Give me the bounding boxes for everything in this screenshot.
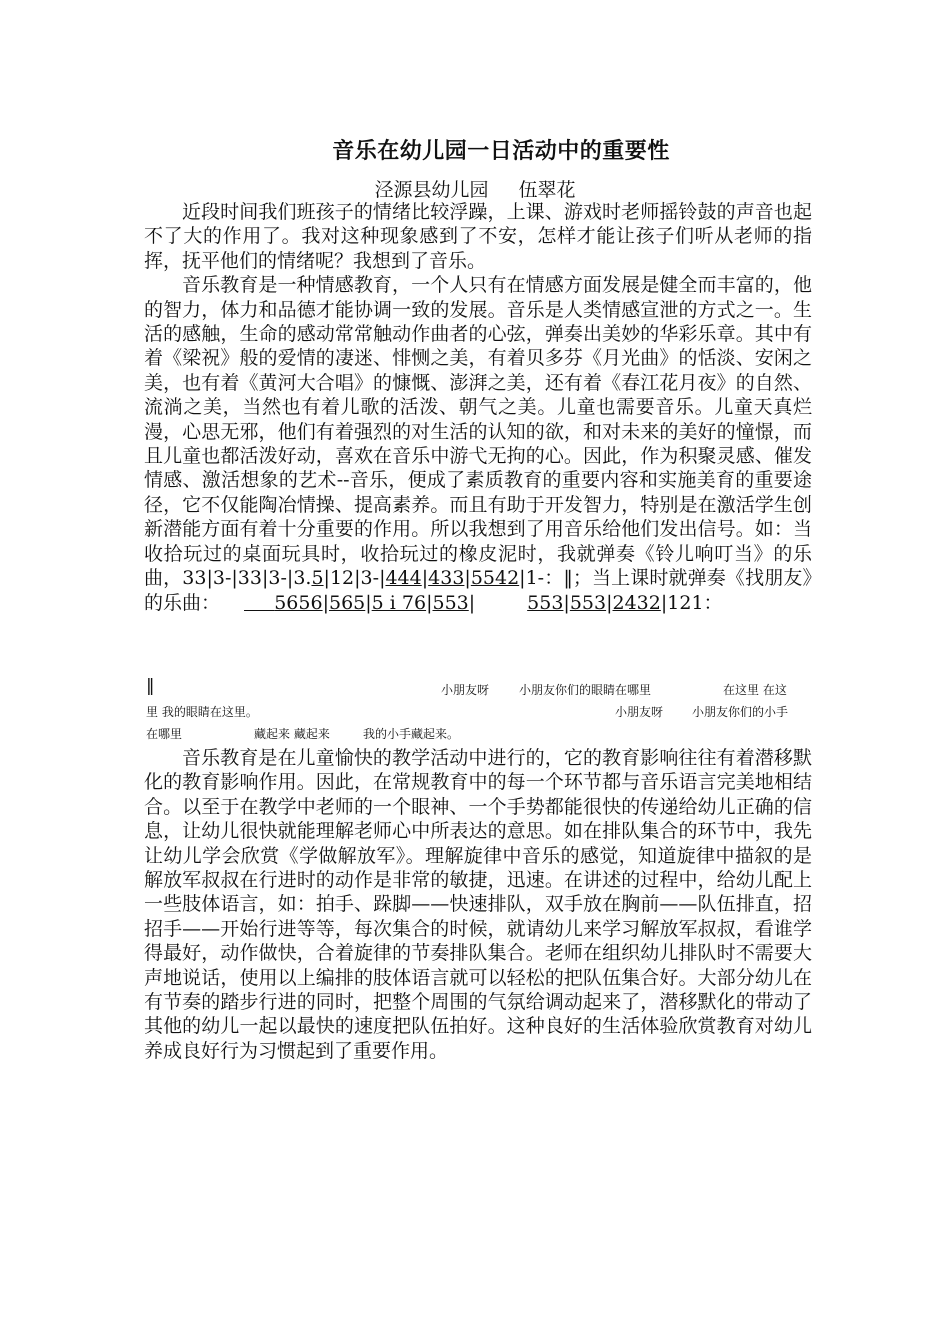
note-group: 2432 bbox=[612, 591, 661, 614]
transition-text: ；当上课时就弹奏《找朋友》的乐曲： bbox=[144, 567, 812, 614]
lyrics-3b: 藏起来 藏起来 bbox=[254, 727, 330, 741]
lyrics-3c: 我的小手藏起来。 bbox=[363, 727, 460, 741]
author-org: 泾源县幼儿园 bbox=[374, 179, 489, 201]
note-group: 12 bbox=[329, 567, 355, 590]
note-group: 33 bbox=[182, 567, 207, 590]
repeat-sign-end: ‖ bbox=[146, 676, 155, 696]
note-group: 3- bbox=[268, 567, 287, 590]
note-group: 433 bbox=[428, 567, 465, 590]
body-text-section-1 bbox=[144, 200, 812, 615]
note-group: 3- bbox=[212, 567, 232, 590]
note-group: 5 bbox=[311, 567, 324, 590]
note-group: 33 bbox=[237, 567, 262, 590]
lyrics-1b: 小朋友你们的眼睛在哪里 bbox=[519, 683, 652, 697]
author-line bbox=[0, 175, 950, 202]
note-group: 553 bbox=[527, 591, 564, 614]
note-group: 121： bbox=[667, 591, 723, 614]
note-group: 5656 bbox=[274, 591, 323, 614]
paragraph-2: 音乐教育是一种情感教育，一个人只有在情感方面发展是健全而丰富的，他的智力，体力和品德才能协调一致的发展。音乐是人类情感宣泄的方式之一。生活的感触，生命的感动常常触动作曲者的心弦，弹奏出美妙的华彩乐章。其中有着《梁祝》般的爱情的凄迷、悱恻之美，有着贝多芬《月光曲》的恬淡、安闲之美，也有着《黄河大合唱》的慷慨、澎湃之美，还有着《春江花月夜》的自然、流淌之美，当然也有着儿歌的活泼、朝气之美。儿童也需要音乐。儿童天真烂漫，心思无邪，他们有着强烈的对生活的认知的欲，和对未来的美好的憧憬，而且儿童也都活泼好动，喜欢在音乐中游弋无拘的心。因此，作为积聚灵感、催发情感、激活想象的艺术--音乐，便成了素质教育的重要内容和实施美育的重要途径，它不仅能陶冶情操、提高素养。而且有助于开发智力，特别是在激活学生创新潜能方面有着十分重要的作用。所以我想到了用音乐给他们发出信号。如：当收拾玩过的桌面玩具时，收拾玩过的橡皮泥时，我就弹奏《铃儿响叮当》的乐曲，33|3-|33|3-|3.5|12|3-|444|433|5542|1-：‖；当上课时就弹奏《找朋友》的乐曲： 5656|565|5 i 76|553| 553|553|2432|121： bbox=[144, 274, 812, 614]
lyrics-2b: 小朋友呀 bbox=[615, 705, 664, 719]
note-group: 565 bbox=[328, 591, 366, 614]
note-group: 3- bbox=[360, 567, 380, 590]
note-group: 5 i 76 bbox=[371, 591, 427, 614]
repeat-sign: ‖ bbox=[563, 567, 573, 590]
lyrics-1a: 小朋友呀 bbox=[441, 683, 490, 697]
song-2-notation-start bbox=[244, 592, 323, 614]
paragraph-2-text: 音乐教育是一种情感教育，一个人只有在情感方面发展是健全而丰富的，他的智力，体力和品德才能协调一致的发展。音乐是人类情感宣泄的方式之一。生活的感触，生命的感动常常触动作曲者的心弦，弹奏出美妙的华彩乐章。其中有着《梁祝》般的爱情的凄迷、悱恻之美，有着贝多芬《月光曲》的恬淡、安闲之美，也有着《黄河大合唱》的慷慨、澎湃之美，还有着《春江花月夜》的自然、流淌之美，当然也有着儿歌的活泼、朝气之美。儿童也需要音乐。儿童天真烂漫，心思无邪，他们有着强烈的对生活的认知的欲，和对未来的美好的憧憬，而且儿童也都活泼好动，喜欢在音乐中游弋无拘的心。因此，作为积聚灵感、催发情感、激活想象的艺术--音乐，便成了素质教育的重要内容和实施美育的重要途径，它不仅能陶冶情操、提高素养。而且有助于开发智力，特别是在激活学生创新潜能方面有着十分重要的作用。所以我想到了用音乐给他们发出信号。如：当收拾玩过的桌面玩具时，收拾玩过的橡皮泥时，我就弹奏《铃儿响叮当》的乐曲， bbox=[144, 274, 812, 590]
lyrics-3a: 在哪里 bbox=[146, 727, 183, 741]
lyrics-1c: 在这里 在这 bbox=[723, 683, 787, 697]
note-group: 5542 bbox=[470, 567, 520, 590]
document-title: 音乐在幼儿园一日活动中的重要性 bbox=[332, 139, 670, 164]
lyrics-2a: 里 我的眼睛在这里。 bbox=[146, 705, 258, 719]
note-group: 553 bbox=[569, 591, 607, 614]
author-name: 伍翠花 bbox=[518, 179, 576, 201]
paragraph-3: 音乐教育是在儿童愉快的教学活动中进行的，它的教育影响往往有着潜移默化的教育影响作用。因此，在常规教育中的每一个环节都与音乐语言完美地相结合。以至于在教学中老师的一个眼神、一个手势都能很快的传递给幼儿正确的信息，让幼儿很快就能理解老师心中所表达的意思。如在排队集合的环节中，我先让幼儿学会欣赏《学做解放军》。理解旋律中音乐的感觉，知道旋律中描叙的是解放军叔叔在行进时的动作是非常的敏捷，迅速。在讲述的过程中，给幼儿配上一些肢体语言，如：拍手、跺脚——快速排队，双手放在胸前——队伍排直，招招手——开始行进等等，每次集合的时候，就请幼儿来学习解放军叔叔，看谁学得最好，动作做快，合着旋律的节奏排队集合。老师在组织幼儿排队时不需要大声地说话，使用以上编排的肢体语言就可以轻松的把队伍集合好。大部分幼儿在有节奏的踏步行进的同时，把整个周围的气氛给调动起来了，潜移默化的带动了其他的幼儿一起以最快的速度把队伍拍好。这种良好的生活体验欣赏教育对幼儿养成良好行为习惯起到了重要作用。 bbox=[144, 747, 812, 1062]
note-group: 553 bbox=[432, 591, 469, 614]
paragraph-1: 近段时间我们班孩子的情绪比较浮躁，上课、游戏时老师摇铃鼓的声音也起不了大的作用了。我对这种现象感到了不安，怎样才能让孩子们听从老师的指挥，抚平他们的情绪呢？我想到了音乐。 bbox=[144, 201, 812, 272]
body-text-section-2 bbox=[144, 746, 812, 1063]
note-group: 444 bbox=[385, 567, 422, 590]
note-group: 1-： bbox=[525, 567, 564, 590]
note-group: 3. bbox=[293, 567, 312, 590]
lyrics-2c: 小朋友你们的小手 bbox=[692, 705, 789, 719]
song-1-notation: 33|3-|33|3-|3.5|12|3-|444|433|5542|1-：‖ bbox=[182, 567, 573, 590]
